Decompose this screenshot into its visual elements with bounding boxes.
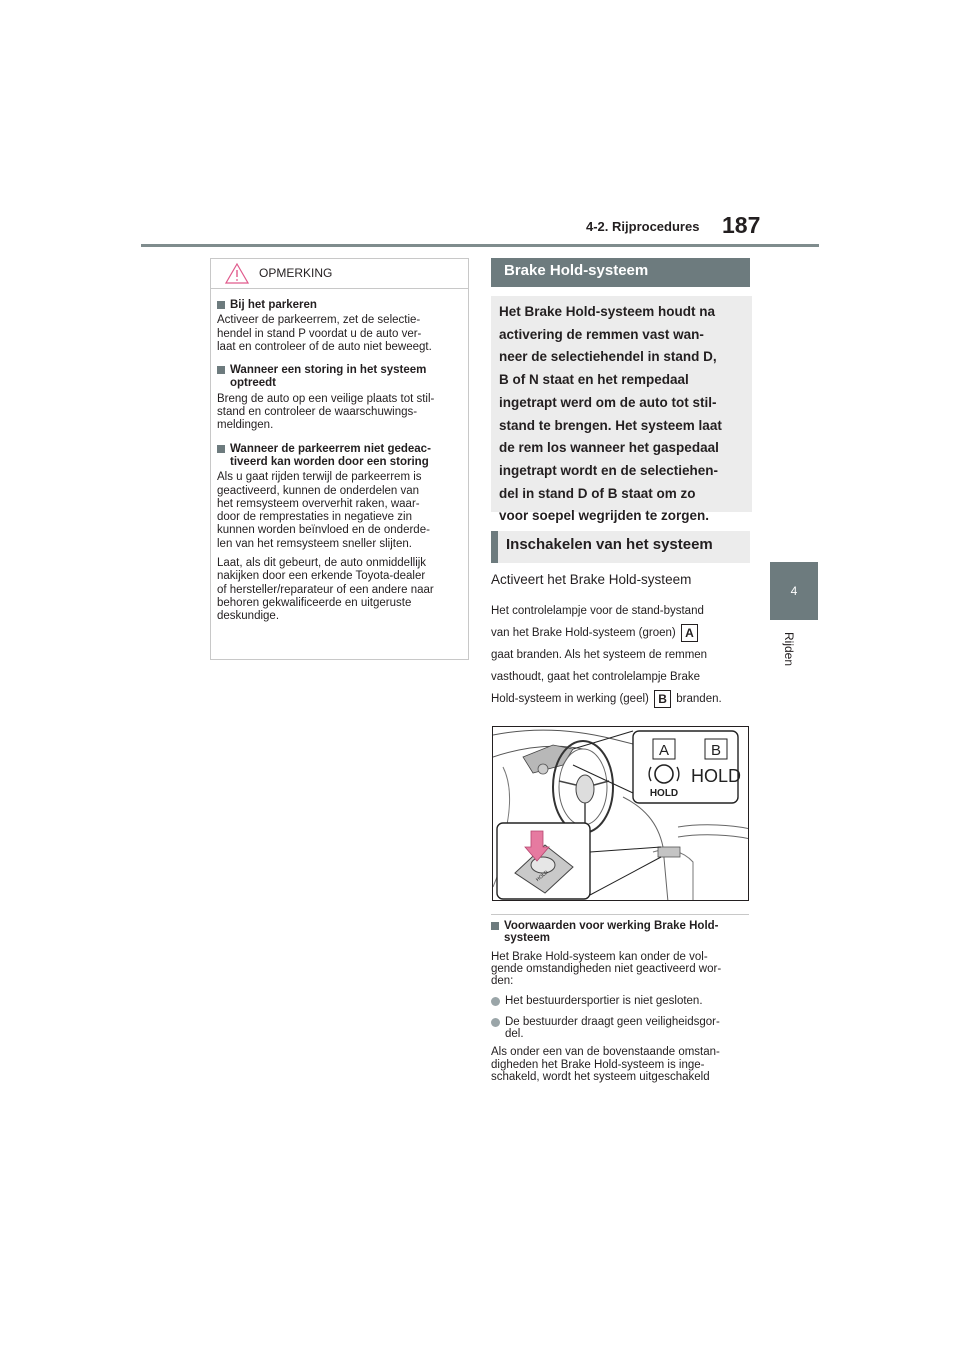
conditions-heading: Voorwaarden voor werking Brake Hold- systeem [491,920,753,945]
figure-label-a: A [658,742,670,759]
text-line: vasthoudt, gaat het controlelampje Brake [491,671,701,683]
text-line: Het controlelampje voor de stand-bystand [491,605,704,617]
notice-block [217,443,462,624]
tag-a: A [681,624,698,642]
text-line: gaat branden. Als het systeem de remmen [491,649,708,661]
dashboard-drawing [493,727,749,901]
notice-heading: Wanneer een storing in het systeem optreedt [217,364,462,391]
dashboard-illustration [492,726,749,901]
conditions-para: Het Brake Hold-systeem kan onder de vol- gende omstandigheden niet geactiveerd wor- den: [491,950,722,988]
notice-body [211,289,468,624]
notice-paragraph: Activeer de parkeerrem, zet de selectie- hendel in stand P voordat u de auto ver- laat en controleer of de auto niet beweegt. [217,314,432,353]
conditions-closing: Als onder een van de bovenstaande omstan- digheden het Brake Hold-systeem is inge- schakeld, wordt het systeem uitgeschakeld [491,1046,720,1083]
text-line [491,688,753,710]
page-number: 187 [722,212,761,238]
notice-heading: Bij het parkeren [217,299,462,312]
notice-block [217,364,462,432]
text-segment: van het Brake Hold-systeem (groen) [491,627,676,639]
header-rule [141,244,819,247]
section-title: 4-2. Rijprocedures [586,219,700,234]
notice-block [217,299,462,354]
warning-triangle-icon [225,263,249,284]
figure-label-b: B [710,742,722,759]
hold-button-label: HOLD [535,869,550,884]
conditions-rule [491,914,749,915]
sub-title: Activeert het Brake Hold-systeem [491,572,692,587]
notice-paragraph: Als u gaat rijden terwijl de parkeerrem is geactiveerd, kunnen de onderdelen van het remsysteem oververhit raken, waar- door de remprestaties in negatieve zin kunnen worden beïnvloed en de onderde- len van het remsysteem sneller slijten. [217,471,430,550]
notice-paragraph: Laat, als dit gebeurt, de auto onmiddellijk nakijken door een erkende Toyota-dealer of hersteller/reparateur of een andere naar behoren gekwalificeerde en uitgeruste deskundige. [217,557,434,623]
brake-hold-title-bar: Brake Hold-systeem [491,258,750,287]
chapter-number: 4 [790,584,798,598]
chapter-label: Rijden [782,632,796,667]
chapter-tab [770,562,818,620]
text-segment: branden. [676,693,722,705]
notice-box [210,258,469,660]
hold-indicator-b: HOLD [690,766,742,786]
hold-indicator-a: HOLD [649,788,679,799]
section-heading: Inschakelen van het systeem [491,531,750,563]
intro-box: Het Brake Hold-systeem houdt na activering de remmen vast wan- neer de selectiehendel in stand D, B of N staat en het rempedaal ingetrapt werd om de auto tot stil- stand te brengen. Het systeem laat de rem los wanneer het gaspedaal ingetrapt wordt en de selectiehen- del in stand D of B staat om zo voor soepel wegrijden te zorgen. [491,296,752,512]
notice-paragraph: Breng de auto op een veilige plaats tot stil- stand en controleer de waarschuwings- meldingen. [217,392,435,432]
notice-title: OPMERKING [259,266,333,280]
text-line [491,622,753,644]
notice-heading: Wanneer de parkeerrem niet gedeac- tiveerd kan worden door een storing [217,443,462,470]
notice-header [211,259,468,289]
instruction-text [491,600,753,710]
condition-bullet: Het bestuurdersportier is niet gesloten. [491,995,753,1007]
conditions [491,920,753,1083]
text-segment: Hold-systeem in werking (geel) [491,693,649,705]
condition-bullet: De bestuurder draagt geen veiligheidsgor- del. [491,1016,753,1041]
tag-b: B [654,690,671,708]
